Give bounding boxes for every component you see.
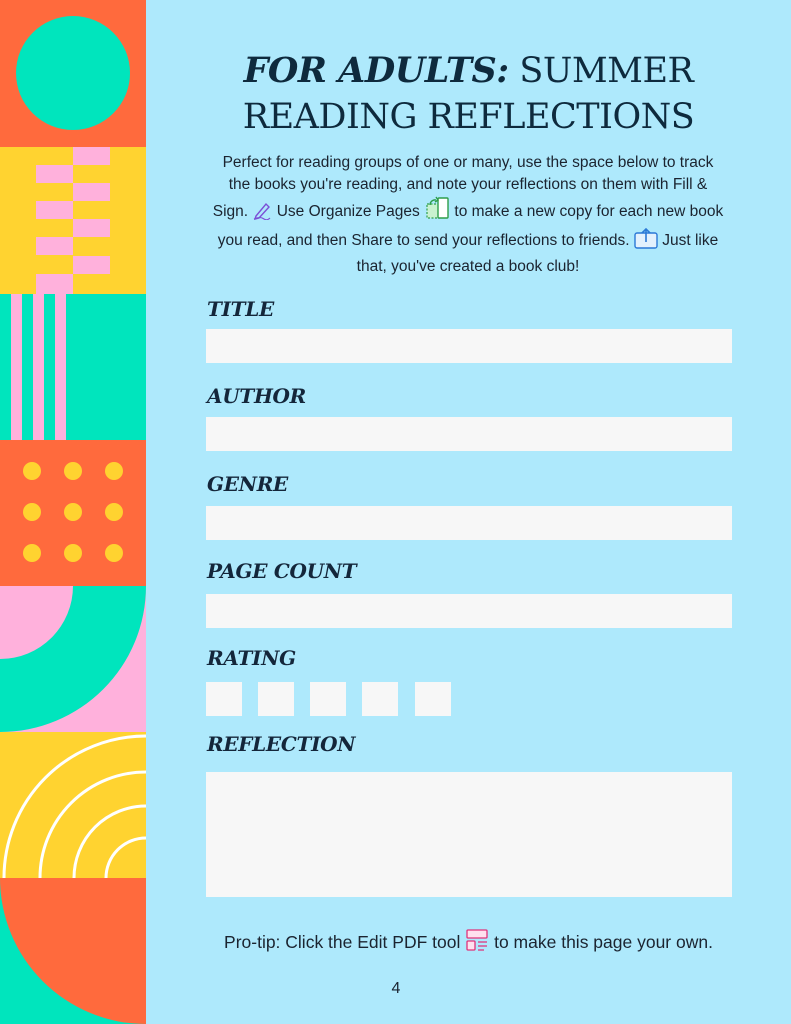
rating-box-1[interactable]: [206, 682, 242, 716]
decorative-sidebar: [0, 0, 146, 1024]
rating-box-5[interactable]: [415, 682, 451, 716]
page-count-label: PAGE COUNT: [207, 559, 357, 583]
organize-pages-icon: [424, 196, 450, 227]
title-field[interactable]: [206, 329, 732, 363]
intro-text-part4: Just like that, you've created a book club!: [356, 232, 719, 275]
title-line2: READING REFLECTIONS: [242, 97, 695, 137]
genre-label: GENRE: [207, 472, 288, 496]
reflection-field[interactable]: [206, 772, 732, 897]
yellow-dots: [23, 462, 123, 562]
author-label: AUTHOR: [207, 384, 306, 408]
author-field[interactable]: [206, 417, 732, 451]
pro-tip-text-before: Pro-tip: Click the Edit PDF tool: [224, 932, 461, 952]
share-icon: [634, 227, 658, 256]
pink-stripes: [11, 294, 66, 440]
intro-text-part3: to make a new copy for each new book you read, and then Share to send your reflections to friends.: [217, 203, 724, 249]
title-label: TITLE: [207, 297, 274, 321]
page-title: [146, 48, 791, 140]
genre-field[interactable]: [206, 506, 732, 540]
rating-label: RATING: [207, 646, 296, 670]
page-number: 4: [391, 980, 401, 997]
yellow-rings-block: [0, 732, 146, 878]
pro-tip: [146, 928, 791, 957]
rating-box-2[interactable]: [258, 682, 294, 716]
pro-tip-text-after: to make this page your own.: [494, 932, 713, 952]
page-count-field[interactable]: [206, 594, 732, 628]
title-bold-part: FOR ADULTS:: [243, 50, 509, 91]
intro-paragraph: [212, 152, 724, 278]
title-line1-rest: SUMMER: [519, 51, 694, 91]
rating-box-4[interactable]: [362, 682, 398, 716]
fill-sign-pen-icon: [252, 200, 272, 227]
reflection-label: REFLECTION: [207, 732, 356, 756]
rating-box-3[interactable]: [310, 682, 346, 716]
teal-circle: [16, 16, 130, 130]
intro-text-part1: Perfect for reading groups of one or many, use the space below to track the books you're reading, and note your reflections on them with Fill & Sign.: [212, 154, 714, 220]
intro-text-part2: Use Organize Pages: [276, 203, 420, 220]
edit-pdf-icon: [465, 928, 489, 957]
